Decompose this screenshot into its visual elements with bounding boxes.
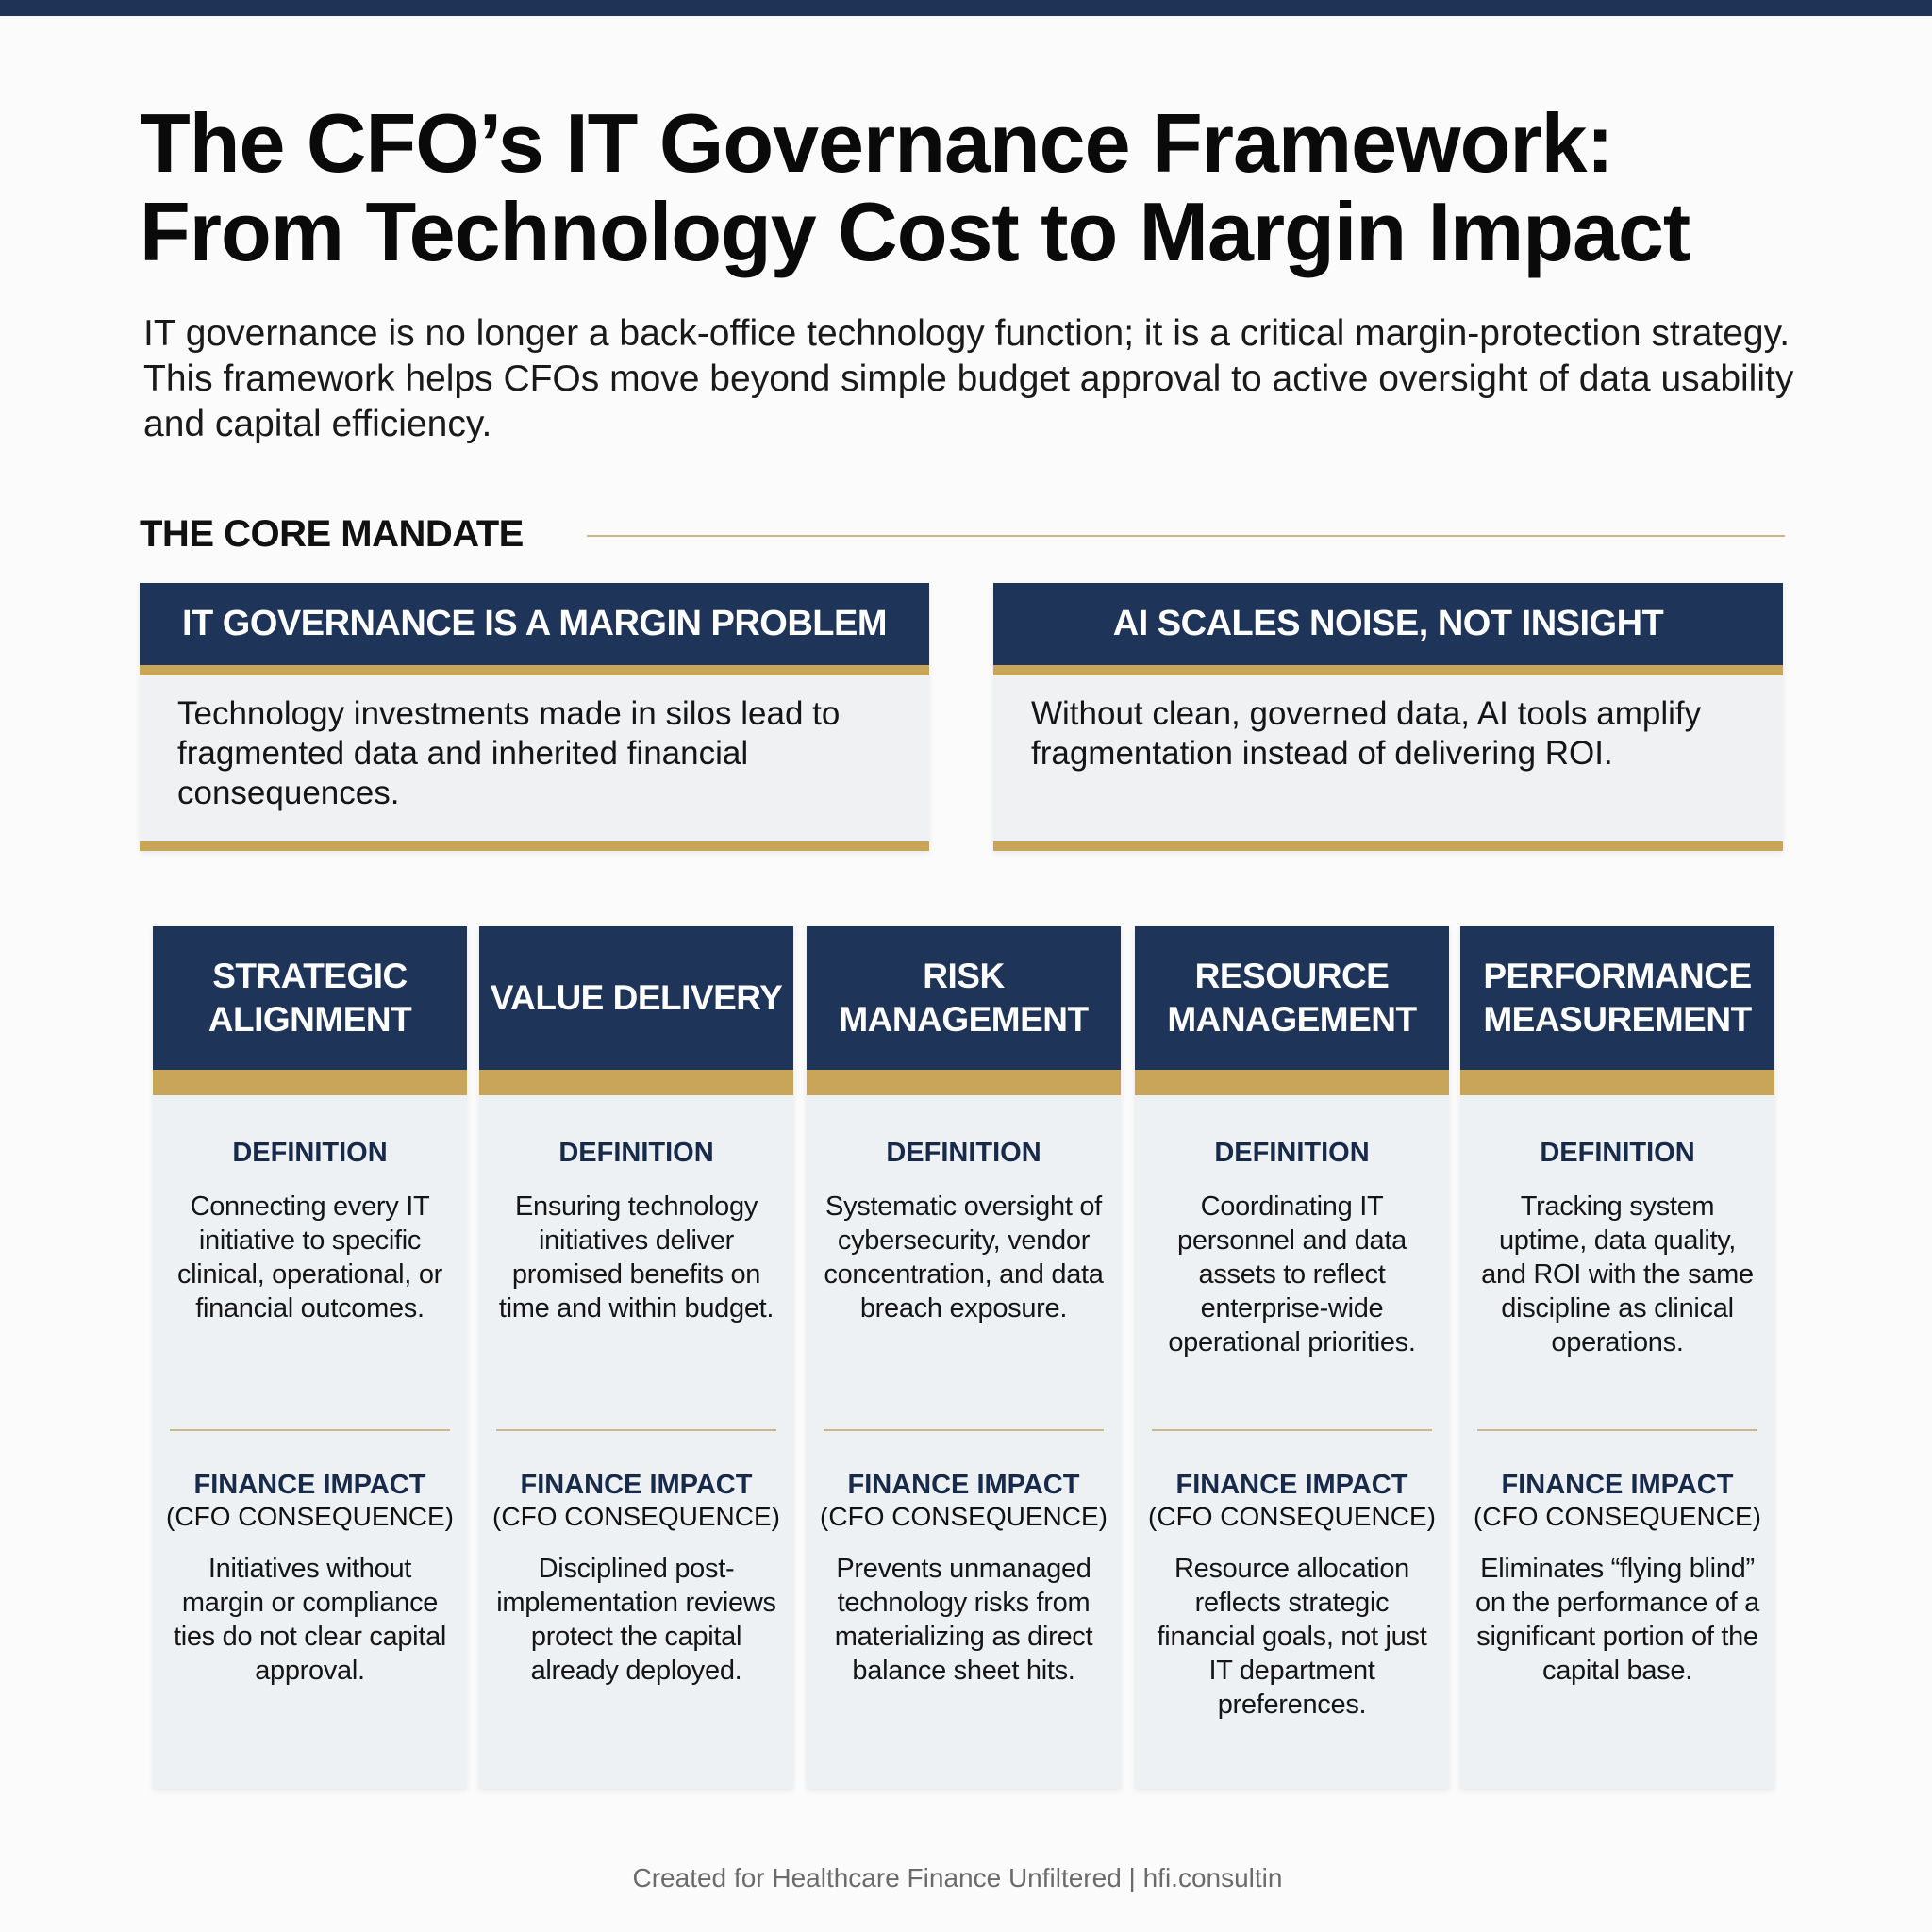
- section-divider: [1152, 1429, 1432, 1431]
- footer-credit: Created for Healthcare Finance Unfiltered | hfi.consultin: [632, 1863, 1283, 1892]
- definition-text: Tracking system uptime, data quality, and ROI with the same discipline as clinical operations.: [1481, 1191, 1754, 1357]
- finance-impact-sublabel: (CFO CONSEQUENCE): [1474, 1502, 1761, 1531]
- top-bar: [0, 0, 1932, 16]
- finance-impact-section: [1135, 1469, 1449, 1722]
- finance-impact-sublabel: (CFO CONSEQUENCE): [820, 1502, 1108, 1531]
- finance-impact-label: FINANCE IMPACT: [847, 1470, 1080, 1500]
- mandate-card: [993, 583, 1783, 851]
- definition-label: DEFINITION: [886, 1138, 1041, 1168]
- finance-impact-text: Initiatives without margin or compliance ties do not clear capital approval.: [173, 1554, 447, 1686]
- mandate-card-title: IT GOVERNANCE IS A MARGIN PROBLEM: [140, 583, 929, 665]
- definition-label: DEFINITION: [1540, 1138, 1695, 1168]
- pillar-column: [479, 926, 793, 1789]
- definition-section: [807, 1095, 1121, 1325]
- title-line-2: From Technology Cost to Margin Impact: [140, 185, 1690, 278]
- pillar-column: [1460, 926, 1774, 1789]
- mandate-card: [140, 583, 929, 851]
- definition-label: DEFINITION: [558, 1138, 714, 1168]
- page-title: [140, 96, 1838, 278]
- section-divider: [496, 1429, 776, 1431]
- section-divider: [170, 1429, 450, 1431]
- gold-band: [1135, 1070, 1449, 1095]
- finance-impact-sublabel: (CFO CONSEQUENCE): [166, 1502, 454, 1531]
- mandate-card-title: AI SCALES NOISE, NOT INSIGHT: [993, 583, 1783, 665]
- finance-impact-text: Eliminates “flying blind” on the performance of a significant portion of the capital base.: [1474, 1554, 1759, 1686]
- definition-label: DEFINITION: [1214, 1138, 1370, 1168]
- finance-impact-label: FINANCE IMPACT: [1501, 1470, 1734, 1500]
- definition-text: Systematic oversight of cybersecurity, vendor concentration, and data breach exposure.: [824, 1191, 1104, 1324]
- title-line-1: The CFO’s IT Governance Framework:: [140, 96, 1613, 190]
- pillar-title: RISK MANAGEMENT: [807, 926, 1121, 1070]
- definition-section: [479, 1095, 793, 1325]
- finance-impact-section: [479, 1469, 793, 1688]
- definition-section: [1135, 1095, 1449, 1359]
- finance-impact-text: Prevents unmanaged technology risks from materializing as direct balance sheet hits.: [834, 1554, 1093, 1686]
- pillar-title: STRATEGIC ALIGNMENT: [153, 926, 467, 1070]
- finance-impact-sublabel: (CFO CONSEQUENCE): [1148, 1502, 1436, 1531]
- gold-band: [993, 841, 1783, 851]
- finance-impact-text: Disciplined post-implementation reviews protect the capital already deployed.: [496, 1554, 776, 1686]
- section-divider: [824, 1429, 1104, 1431]
- pillar-title: VALUE DELIVERY: [479, 926, 793, 1070]
- heading-rule: [587, 535, 1785, 537]
- definition-text: Ensuring technology initiatives deliver promised benefits on time and within budget.: [498, 1191, 774, 1324]
- gold-band: [807, 1070, 1121, 1095]
- definition-section: [153, 1095, 467, 1325]
- intro-paragraph: IT governance is no longer a back-office technology function; it is a critical margin-protection strategy. This framework helps CFOs move beyond simple budget approval to active oversight of data usability and capital efficiency.: [143, 313, 1794, 444]
- gold-band: [140, 841, 929, 851]
- pillar-column: [153, 926, 467, 1789]
- gold-band: [1460, 1070, 1774, 1095]
- finance-impact-section: [1460, 1469, 1774, 1688]
- pillar-title: RESOURCE MANAGEMENT: [1135, 926, 1449, 1070]
- pillar-title: PERFORMANCE MEASUREMENT: [1460, 926, 1774, 1070]
- pillar-column: [1135, 926, 1449, 1789]
- definition-section: [1460, 1095, 1774, 1359]
- mandate-card-text: Technology investments made in silos lead to fragmented data and inherited financial consequences.: [177, 695, 841, 811]
- gold-band: [153, 1070, 467, 1095]
- section-divider: [1477, 1429, 1757, 1431]
- finance-impact-sublabel: (CFO CONSEQUENCE): [492, 1502, 780, 1531]
- finance-impact-section: [807, 1469, 1121, 1688]
- finance-impact-label: FINANCE IMPACT: [520, 1470, 753, 1500]
- gold-band: [993, 665, 1783, 675]
- definition-label: DEFINITION: [232, 1138, 388, 1168]
- finance-impact-section: [153, 1469, 467, 1688]
- definition-text: Coordinating IT personnel and data assets to reflect enterprise-wide operational priorities.: [1168, 1191, 1416, 1357]
- definition-text: Connecting every IT initiative to specific clinical, operational, or financial outcomes.: [176, 1191, 443, 1324]
- pillar-column: [807, 926, 1121, 1789]
- finance-impact-text: Resource allocation reflects strategic financial goals, not just IT department preferences.: [1157, 1554, 1427, 1720]
- finance-impact-label: FINANCE IMPACT: [1175, 1470, 1408, 1500]
- core-mandate-heading: THE CORE MANDATE: [140, 513, 524, 555]
- gold-band: [479, 1070, 793, 1095]
- mandate-card-text: Without clean, governed data, AI tools amplify fragmentation instead of delivering ROI.: [1031, 695, 1702, 772]
- finance-impact-label: FINANCE IMPACT: [193, 1470, 426, 1500]
- gold-band: [140, 665, 929, 675]
